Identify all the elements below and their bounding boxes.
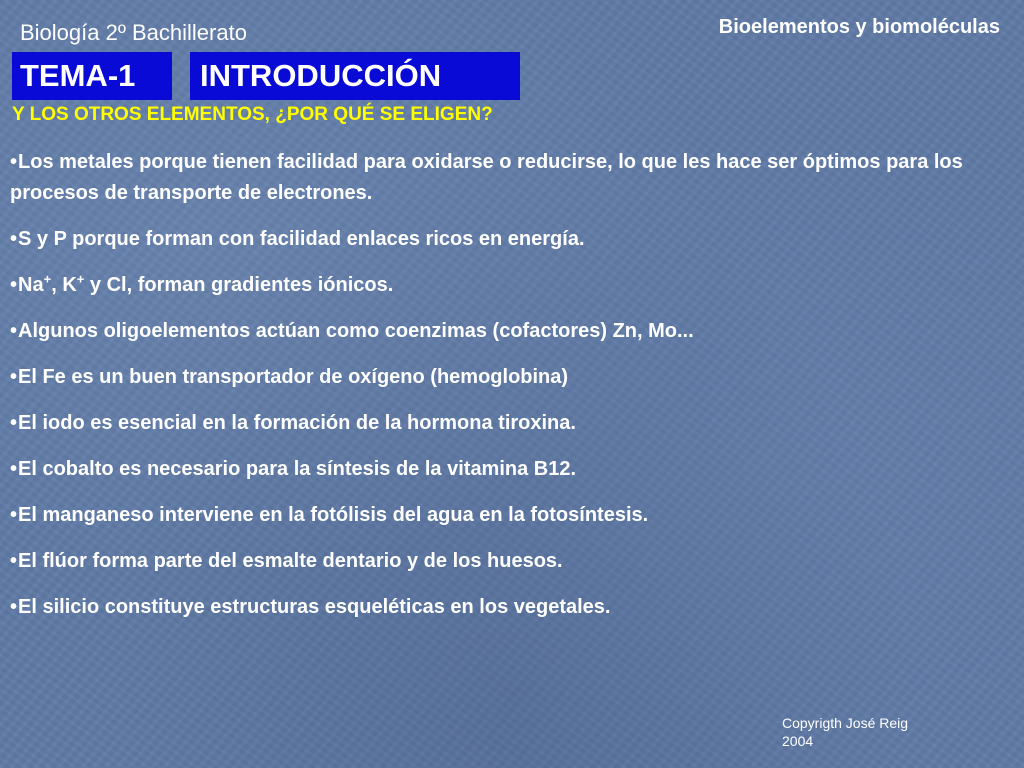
bullet-item — [10, 147, 1000, 209]
bullet-marker: • — [10, 458, 18, 480]
k-charge: + — [76, 271, 85, 287]
bullet-marker: • — [10, 151, 18, 173]
bullet-text: El silicio constituye estructuras esqueléticas en los vegetales. — [18, 596, 611, 618]
bullet-text: El Fe es un buen transportador de oxígeno (hemoglobina) — [18, 366, 569, 388]
copyright-line: Copyrigth José Reig — [782, 715, 909, 731]
na-symbol: Na — [18, 274, 44, 296]
bullet-text: Algunos oligoelementos actúan como coenzimas (cofactores) Zn, Mo... — [18, 320, 694, 342]
tema-title-box — [12, 52, 172, 100]
bullet-marker: • — [10, 366, 18, 388]
copyright-notice — [782, 714, 908, 750]
bullet-marker: • — [10, 550, 18, 572]
bullet-item — [10, 270, 1000, 301]
topic-label: Bioelementos y biomoléculas — [718, 16, 1000, 38]
bullet-item — [10, 592, 1000, 623]
bullet-text: S y P porque forman con facilidad enlaces ricos en energía. — [18, 228, 585, 250]
section-title: INTRODUCCIÓN — [200, 58, 442, 93]
bullet-text: Los metales porque tienen facilidad para oxidarse o reducirse, lo que les hace ser óptimos para los procesos de transporte de electrones. — [10, 151, 963, 204]
k-symbol: K — [62, 274, 77, 296]
bullet-text: El cobalto es necesario para la síntesis de la vitamina B12. — [18, 458, 577, 480]
bullet-item — [10, 362, 1000, 393]
tema-label: TEMA-1 — [20, 58, 136, 93]
bullet-text: El flúor forma parte del esmalte dentario y de los huesos. — [18, 550, 563, 572]
bullet-item — [10, 408, 1000, 439]
bullet-item — [10, 454, 1000, 485]
bullet-marker: • — [10, 412, 18, 434]
bullet-text: El manganeso interviene en la fotólisis del agua en la fotosíntesis. — [18, 504, 649, 526]
separator: , — [51, 274, 63, 296]
section-title-box — [190, 52, 520, 100]
na-charge: + — [43, 271, 52, 287]
bullet-item — [10, 224, 1000, 255]
bullet-item — [10, 500, 1000, 531]
bullet-marker: • — [10, 228, 18, 250]
bullet-marker: • — [10, 596, 18, 618]
bullet-text: y Cl, forman gradientes iónicos. — [84, 274, 394, 296]
bullet-item — [10, 546, 1000, 577]
course-label: Biología 2º Bachillerato — [20, 20, 247, 45]
bullet-marker: • — [10, 504, 18, 526]
bullet-list — [10, 147, 1000, 638]
bullet-item — [10, 316, 1000, 347]
bullet-marker: • — [10, 320, 18, 342]
subheading: Y LOS OTROS ELEMENTOS, ¿POR QUÉ SE ELIGEN? — [12, 104, 493, 125]
bullet-marker: • — [10, 274, 18, 296]
bullet-text: El iodo es esencial en la formación de la hormona tiroxina. — [18, 412, 576, 434]
copyright-year: 2004 — [782, 733, 814, 749]
